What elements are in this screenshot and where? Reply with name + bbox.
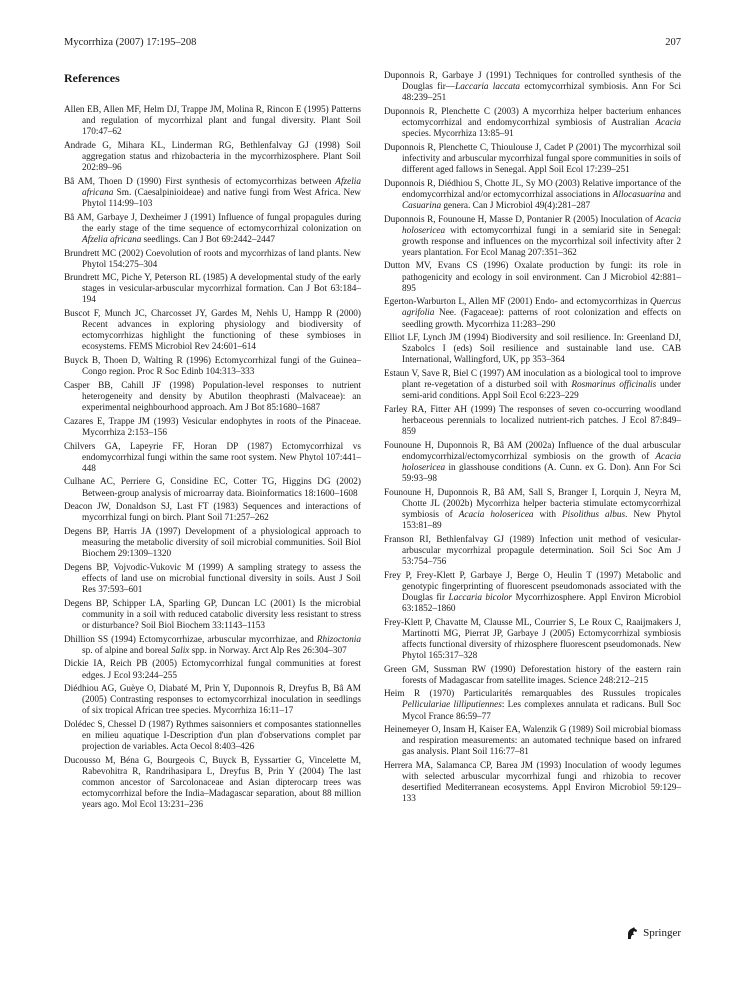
springer-horse-icon <box>625 926 639 940</box>
reference-entry: Buscot F, Munch JC, Charcosset JY, Gardes M, Nehls U, Hampp R (2000) Recent advances in exploring physiology and biodiversity of ectomycorrhizas highlight the functioning of these symbioses in ecosystems. FEMS Microbiol Rev 24:601–614 <box>64 309 361 353</box>
reference-entry: Dickie IA, Reich PB (2005) Ectomycorrhizal fungal communities at forest edges. J Ecol 93:244–255 <box>64 659 361 681</box>
reference-entry: Degens BP, Vojvodic-Vukovic M (1999) A sampling strategy to assess the effects of land use on microbial functional diversity in soils. Aust J Soil Res 37:593–601 <box>64 562 361 596</box>
reference-entry: Farley RA, Fitter AH (1999) The responses of seven co-occurring woodland herbaceous perennials to localized nutrient-rich patches. J Ecol 87:849–859 <box>384 404 681 438</box>
reference-entry: Duponnois R, Plenchette C (2003) A mycorrhiza helper bacterium enhances ectomycorrhizal and endomycorrhizal symbiosis of Australian Acacia species. Mycorrhiza 13:85–91 <box>384 106 681 140</box>
reference-entry: Degens BP, Harris JA (1997) Development of a physiological approach to measuring the metabolic diversity of soil microbial communities. Soil Biol Biochem 29:1309–1320 <box>64 527 361 560</box>
reference-entry: Founoune H, Duponnois R, Bâ AM (2002a) Influence of the dual arbuscular endomycorrhizal/ectomycorrhizal symbiosis on the growth of Acacia holosericea in glasshouse conditions (A. Cunn. ex G. Don). Ann For Sci 59:93–98 <box>384 440 681 485</box>
reference-entry: Egerton-Warburton L, Allen MF (2001) Endo- and ectomycorrhizas in Quercus agrifolia Nee. (Fagaceae): patterns of root colonization and effects on seedling growth. Mycorrhiza 11:283–290 <box>384 297 681 330</box>
reference-entry: Culhane AC, Perriere G, Considine EC, Cotter TG, Higgins DG (2002) Between-group analysis of microarray data. Bioinformatics 18:1600–1608 <box>64 477 361 499</box>
reference-entry: Casper BB, Cahill JF (1998) Population-level responses to nutrient heterogeneity and density by Abutilon theophrasti (Malvaceae): an experimental neighbourhood approach. Am J Bot 85:1680–1687 <box>64 380 361 414</box>
reference-entry: Duponnois R, Garbaye J (1991) Techniques for controlled synthesis of the Douglas fir—Laccaria laccata ectomycorrhizal symbiosis. Ann For Sci 48:239–251 <box>384 71 681 104</box>
reference-entry: Chilvers GA, Lapeyrie FF, Horan DP (1987) Ectomycorrhizal vs endomycorrhizal fungi within the same root system. New Phytol 107:441–448 <box>64 441 361 474</box>
reference-entry: Ducousso M, Béna G, Bourgeois C, Buyck B, Eyssartier G, Vincelette M, Rabevohitra R, Randrihasipara L, Dreyfus B, Prin Y (2004) The last common ancestor of Sarcolonaceae and Asian dipterocarp trees was ectomycorrhizal before the India–Madagascar separation, about 88 million years ago. Mol Ecol 13:231–236 <box>64 755 361 811</box>
reference-entry: Bâ AM, Thoen D (1990) First synthesis of ectomycorrhizas between Afzelia africana Sm. (Caesalpinioideae) and native fungi from West Africa. New Phytol 114:99–103 <box>64 176 361 209</box>
running-header <box>64 37 681 51</box>
publisher-footer <box>625 926 681 940</box>
reference-entry: Allen EB, Allen MF, Helm DJ, Trappe JM, Molina R, Rincon E (1995) Patterns and regulation of mycorrhizal plant and fungal diversity. Plant Soil 170:47–62 <box>64 105 361 138</box>
reference-entry: Dhillion SS (1994) Ectomycorrhizae, arbuscular mycorrhizae, and Rhizoctonia sp. of alpine and boreal Salix spp. in Norway. Arct Alp Res 26:304–307 <box>64 634 361 656</box>
reference-entry: Duponnois R, Diédhiou S, Chotte JL, Sy MO (2003) Relative importance of the endomycorrhizal and/or ectomycorrhizal associations in Allocasuarina and Casuarina genera. Can J Microbiol 49(4):281–287 <box>384 178 681 211</box>
reference-entry: Brundrett MC, Piche Y, Peterson RL (1985) A developmental study of the early stages in vesicular-arbuscular mycorrhizal formation. Can J Bot 63:184–194 <box>64 273 361 306</box>
reference-entry: Herrera MA, Salamanca CP, Barea JM (1993) Inoculation of woody legumes with selected arbuscular mycorrhizal fungi and rhizobia to recover desertified Mediterranean ecosystems. Appl Environ Microbiol 59:129–133 <box>384 761 681 805</box>
reference-entry: Frey-Klett P, Chavatte M, Clausse ML, Courrier S, Le Roux C, Raaijmakers J, Martinotti MG, Pierrat JP, Garbaye J (2005) Ectomycorrhizal symbiosis affects functional diversity of rhizosphere fluorescent pseudomonads. New Phytol 165:317–328 <box>384 617 681 661</box>
reference-entry: Elliot LF, Lynch JM (1994) Biodiversity and soil resilience. In: Greenland DJ, Szabolcs I (eds) Soil resilience and sustainable land use. CAB International, Wallingford, UK, pp 353–364 <box>384 333 681 366</box>
reference-entry: Founoune H, Duponnois R, Bâ AM, Sall S, Branger I, Lorquin J, Neyra M, Chotte JL (2002b) Mycorrhiza helper bacteria stimulate ectomycorrhizal symbiosis of Acacia holosericea with Pisolithus albus. New Phytol 153:81–89 <box>384 487 682 532</box>
reference-entry: Dolédec S, Chessel D (1987) Rythmes saisonniers et composantes stationnelles en milieu aquatique I-Description d'un plan d'observations complet par projection de variables. Acta Oecol 8:403–426 <box>64 720 361 753</box>
reference-entry: Duponnois R, Plenchette C, Thioulouse J, Cadet P (2001) The mycorrhizal soil infectivity and arbuscular mycorrhizal fungal spore communities in soils of different aged fallows in Senegal. Appl Soil Ecol 17:239–251 <box>384 142 681 175</box>
page-number: 207 <box>665 37 681 48</box>
reference-entry: Brundrett MC (2002) Coevolution of roots and mycorrhizas of land plants. New Phytol 154:275–304 <box>64 248 361 270</box>
references-heading: References <box>64 71 120 85</box>
reference-entry: Green GM, Sussman RW (1990) Deforestation history of the eastern rain forests of Madagascar from satellite images. Science 248:212–215 <box>384 664 681 686</box>
reference-entry: Deacon JW, Donaldson SJ, Last FT (1983) Sequences and interactions of mycorrhizal fungi on birch. Plant Soil 71:257–262 <box>64 502 361 524</box>
reference-entry: Bâ AM, Garbaye J, Dexheimer J (1991) Influence of fungal propagules during the early stage of the time sequence of ectomycorrhizal colonization on Afzelia africana seedlings. Can J Bot 69:2442–2447 <box>64 212 361 245</box>
reference-entry: Franson RI, Bethlenfalvay GJ (1989) Infection unit method of vesicular-arbuscular mycorrhizal propagule determination. Soil Sci Soc Am J 53:754–756 <box>384 534 681 567</box>
reference-entry: Buyck B, Thoen D, Walting R (1996) Ectomycorrhizal fungi of the Guinea–Congo region. Proc R Soc Edinb 104:313–333 <box>64 356 361 378</box>
reference-entry: Heinemeyer O, Insam H, Kaiser EA, Walenzik G (1989) Soil microbial biomass and respiration measurements: an automated technique based on infrared gas analysis. Plant Soil 116:77–81 <box>384 725 681 758</box>
reference-entry: Degens BP, Schipper LA, Sparling GP, Duncan LC (2001) Is the microbial community in a soil with reduced catabolic diversity less resistant to stress or disturbance? Soil Biol Biochem 33:1143–1153 <box>64 598 361 631</box>
publisher-name: Springer <box>643 927 681 939</box>
reference-entry: Estaun V, Save R, Biel C (1997) AM inoculation as a biological tool to improve plant re-vegetation of a disturbed soil with Rosmarinus officinalis under semi-arid conditions. Appl Soil Ecol 6:223–229 <box>384 369 682 402</box>
reference-entry: Duponnois R, Founoune H, Masse D, Pontanier R (2005) Inoculation of Acacia holosericea with ectomycorrhizal fungi in a semiarid site in Senegal: growth response and influences on the mycorrhizal soil infectivity after 2 years plantation. For Ecol Manag 207:351–362 <box>384 214 681 258</box>
reference-entry: Heim R (1970) Particularités remarquables des Russules tropicales Pelliculariae lilliputiennes: Les complexes annulata et radicans. Bull Soc Mycol France 86:59–77 <box>384 689 681 722</box>
reference-entry: Andrade G, Mihara KL, Linderman RG, Bethlenfalvay GJ (1998) Soil aggregation status and rhizobacteria in the mycorrhizosphere. Plant Soil 202:89–96 <box>64 140 361 174</box>
reference-entry: Diédhiou AG, Guèye O, Diabaté M, Prin Y, Duponnois R, Dreyfus B, Bâ AM (2005) Contrasting responses to ectomycorrhizal inoculation in seedlings of six tropical African tree species. Mycorrhiza 16:11–17 <box>64 684 361 717</box>
journal-citation: Mycorrhiza (2007) 17:195–208 <box>64 37 197 48</box>
reference-entry: Frey P, Frey-Klett P, Garbaye J, Berge O, Heulin T (1997) Metabolic and genotypic fingerprinting of fluorescent pseudomonads associated with the Douglas fir Laccaria bicolor Mycorrhizosphere. Appl Environ Microbiol 63:1852–1860 <box>384 570 682 614</box>
reference-entry: Cazares E, Trappe JM (1993) Vesicular endophytes in roots of the Pinaceae. Mycorrhiza 2:153–156 <box>64 416 361 438</box>
references-left-column <box>64 105 361 814</box>
references-right-column <box>384 71 681 808</box>
reference-entry: Dutton MV, Evans CS (1996) Oxalate production by fungi: its role in pathogenicity and ecology in soil environment. Can J Microbiol 42:881–895 <box>384 261 681 294</box>
